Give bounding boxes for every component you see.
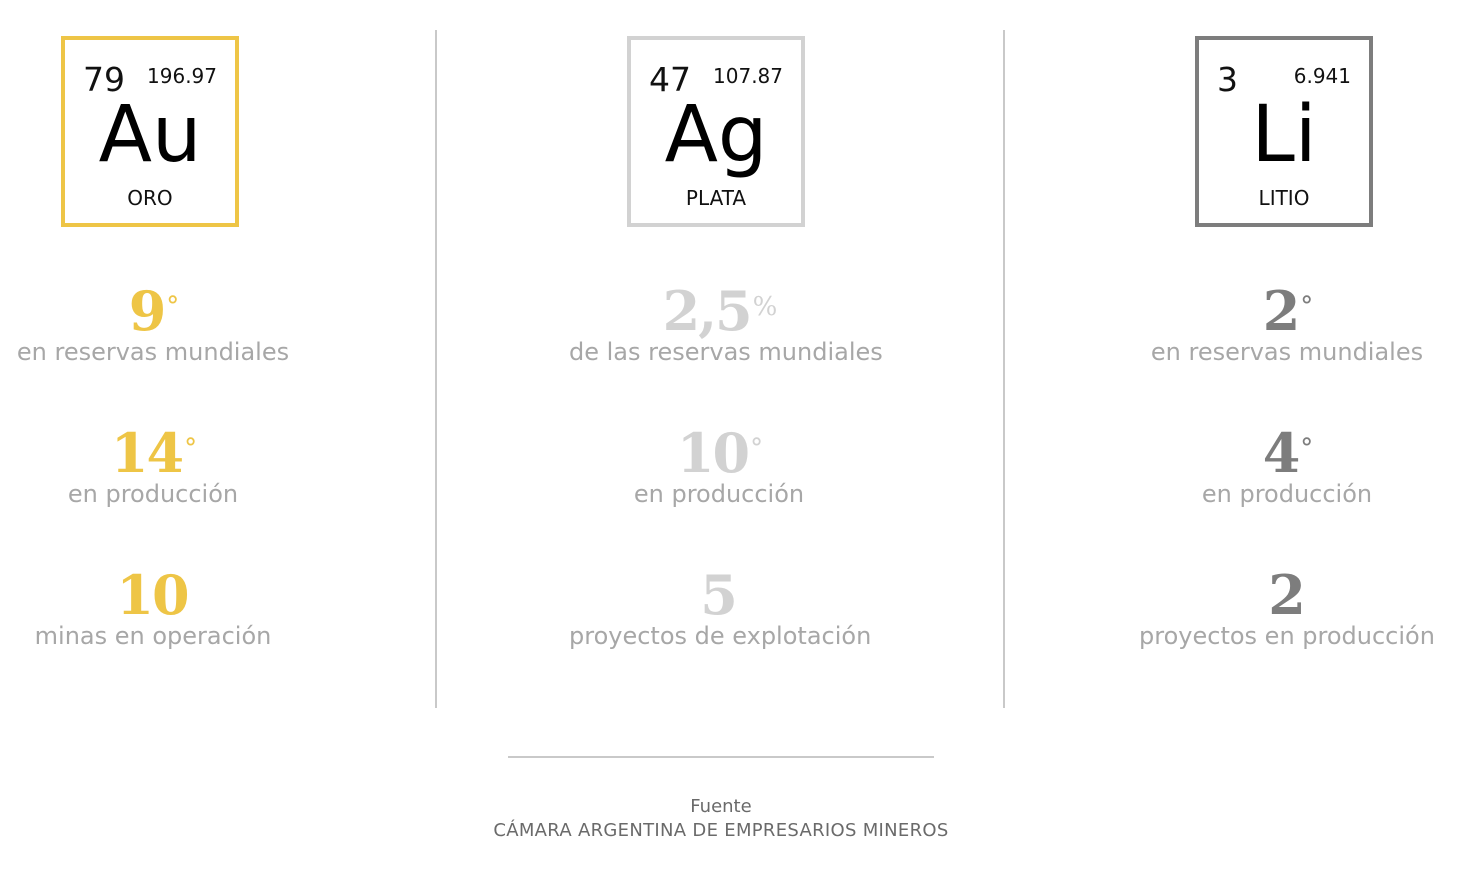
stat-value: 10° [676, 421, 762, 485]
gold-atomic-mass: 196.97 [147, 64, 217, 88]
stat-label: en producción [633, 480, 805, 508]
gold-atomic-number: 79 [83, 60, 125, 99]
stat-value: 2° [1262, 279, 1312, 343]
lithium-atomic-mass: 6.941 [1293, 64, 1351, 88]
lithium-atomic-number: 3 [1217, 60, 1238, 99]
source-divider [508, 756, 934, 758]
gold-element-tile [61, 36, 239, 227]
column-divider [1003, 30, 1005, 708]
silver-element-tile [627, 36, 805, 227]
stat-value: 14° [110, 421, 196, 485]
gold-symbol: Au [98, 90, 202, 180]
source-heading: Fuente [690, 796, 752, 817]
stat-label: en reservas mundiales [1150, 338, 1424, 366]
gold-stat-reserves [3, 280, 303, 366]
lithium-stat-production [1137, 422, 1437, 508]
gold-name: ORO [127, 186, 173, 210]
silver-atomic-number: 47 [649, 60, 691, 99]
silver-stat-production [569, 422, 869, 508]
silver-symbol: Ag [664, 90, 768, 180]
stat-value: 4° [1262, 421, 1312, 485]
stat-value: 5 [700, 563, 736, 627]
silver-name: PLATA [685, 186, 747, 210]
stat-label: proyectos de explotación [569, 622, 872, 650]
lithium-name: LITIO [1258, 186, 1310, 210]
stat-value: 2,5% [662, 279, 776, 343]
silver-stat-reserves [569, 279, 883, 366]
stat-value: 10 [116, 563, 188, 627]
silver-column [569, 0, 883, 720]
stat-label: en producción [1201, 480, 1373, 508]
silver-atomic-mass: 107.87 [713, 64, 783, 88]
gold-stat-production [3, 422, 303, 508]
stat-label: proyectos en producción [1139, 622, 1435, 650]
stat-label: de las reservas mundiales [569, 338, 883, 366]
column-divider [435, 30, 437, 708]
source-name: CÁMARA ARGENTINA DE EMPRESARIOS MINEROS [493, 820, 949, 841]
lithium-element-tile [1195, 36, 1373, 227]
lithium-symbol: Li [1251, 90, 1317, 180]
stat-label: en producción [67, 480, 239, 508]
stat-value: 2 [1268, 563, 1304, 627]
lithium-stat-projects [1137, 564, 1437, 650]
silver-stat-projects [569, 563, 872, 650]
gold-stat-mines [3, 564, 303, 650]
lithium-column [1137, 0, 1437, 720]
stat-label: en reservas mundiales [16, 338, 290, 366]
stat-value: 9° [128, 279, 178, 343]
stat-label: minas en operación [34, 622, 272, 650]
lithium-stat-reserves [1137, 280, 1437, 366]
gold-column [3, 0, 303, 720]
